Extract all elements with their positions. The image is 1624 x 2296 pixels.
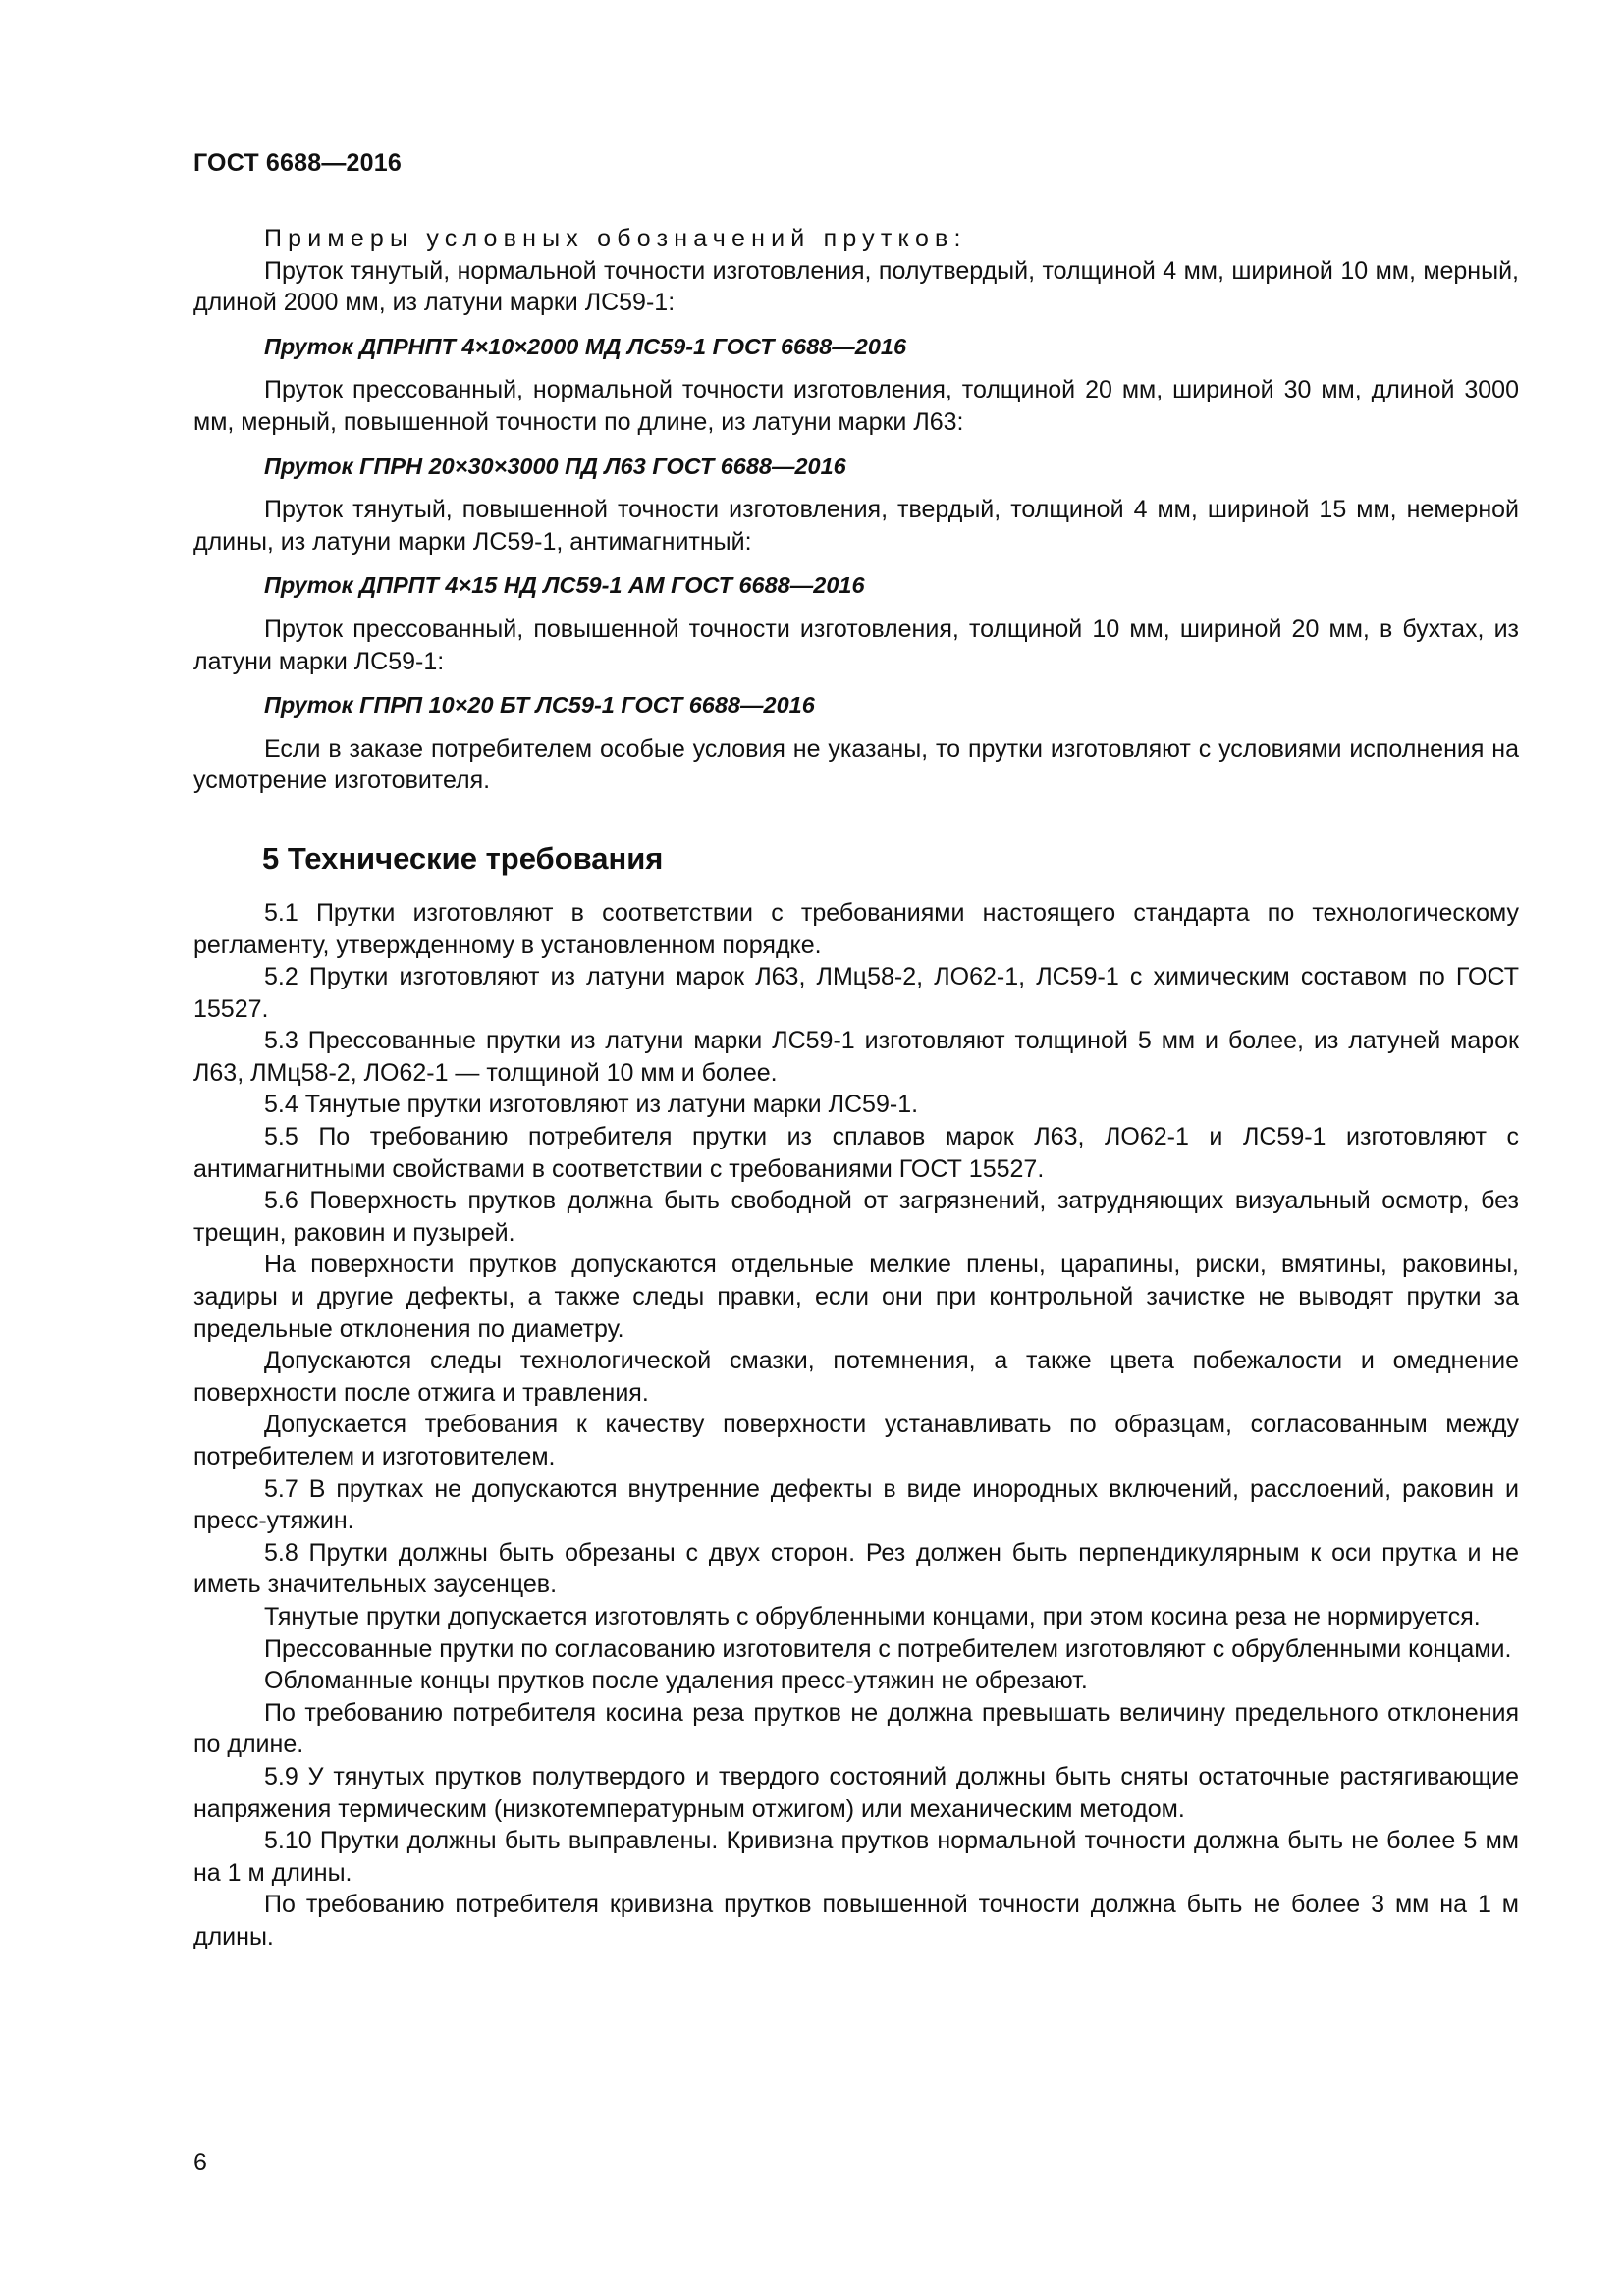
clause-5-5: 5.5 По требованию потребителя прутки из сплавов марок Л63, ЛО62-1 и ЛС59-1 изготовляют с антимагнитными свойствами в соответствии с требованиями ГОСТ 15527. — [193, 1123, 1519, 1183]
clause-5-6: 5.6 Поверхность прутков должна быть свободной от загрязнений, затрудняющих визуальный осмотр, без трещин, раковин и пузырей. — [193, 1187, 1519, 1247]
clause-5-6-paragraph: На поверхности прутков допускаются отдельные мелкие плены, царапины, риски, вмятины, раковины, задиры и другие дефекты, а также следы правки, если они при контрольной зачистке не выводят прутки за предельные отклонения по диаметру. — [193, 1251, 1519, 1343]
examples-title: Примеры условных обозначений прутков: — [264, 225, 967, 252]
clause-5-10: 5.10 Прутки должны быть выправлены. Кривизна прутков нормальной точности должна быть не более 5 мм на 1 м длины. — [193, 1827, 1519, 1887]
page-number: 6 — [193, 2149, 207, 2176]
clause-5-8-paragraph: По требованию потребителя косина реза прутков не должна превышать величину предельного отклонения по длине. — [193, 1698, 1519, 1759]
clause-5-3: 5.3 Прессованные прутки из латуни марки ЛС59-1 изготовляют толщиной 5 мм и более, из латуней марок Л63, ЛМц58-2, ЛО62-1 — толщиной 10 мм и более. — [193, 1027, 1519, 1087]
example-3-description: Пруток тянутый, повышенной точности изготовления, твердый, толщиной 4 мм, шириной 15 мм, немерной длины, из латуни марки ЛС59-1, антимагнитный: — [193, 496, 1519, 556]
clause-5-7: 5.7 В прутках не допускаются внутренние дефекты в виде инородных включений, расслоений, раковин и пресс-утяжин. — [193, 1474, 1519, 1535]
clause-5-10-paragraph: По требованию потребителя кривизна прутков повышенной точности должна быть не более 3 мм на 1 м длины. — [193, 1891, 1519, 1950]
document-header: ГОСТ 6688—2016 — [193, 149, 402, 177]
example-3-designation: Пруток ДПРПТ 4×15 НД ЛС59-1 АМ ГОСТ 6688—2016 — [264, 572, 865, 599]
clause-5-8-paragraph: Обломанные концы прутков после удаления пресс-утяжин не обрезают. — [264, 1667, 1088, 1695]
example-1-designation: Пруток ДПРНПТ 4×10×2000 МД ЛС59-1 ГОСТ 6688—2016 — [264, 333, 907, 359]
example-4-designation: Пруток ГПРП 10×20 БТ ЛС59-1 ГОСТ 6688—2016 — [264, 692, 815, 719]
examples-note: Если в заказе потребителем особые условия не указаны, то прутки изготовляют с условиями исполнения на усмотрение изготовителя. — [193, 734, 1519, 795]
clause-5-8-paragraph: Прессованные прутки по согласованию изготовителя с потребителем изготовляют с обрубленными концами. — [264, 1634, 1512, 1663]
example-1-description: Пруток тянутый, нормальной точности изготовления, полутвердый, толщиной 4 мм, шириной 10 мм, мерный, длиной 2000 мм, из латуни марки ЛС59-1: — [193, 256, 1519, 317]
clause-5-2: 5.2 Прутки изготовляют из латуни марок Л63, ЛМц58-2, ЛО62-1, ЛС59-1 с химическим составом по ГОСТ 15527. — [193, 963, 1519, 1023]
clause-5-1: 5.1 Прутки изготовляют в соответствии с требованиями настоящего стандарта по технологическому регламенту, утвержденному в установленном порядке. — [193, 898, 1519, 959]
clause-5-9: 5.9 У тянутых прутков полутвердого и твердого состояний должны быть сняты остаточные растягивающие напряжения термическим (низкотемпературным отжигом) или механическим методом. — [193, 1762, 1519, 1823]
clause-5-8: 5.8 Прутки должны быть обрезаны с двух сторон. Рез должен быть перпендикулярным к оси прутка и не иметь значительных заусенцев. — [193, 1538, 1519, 1599]
document-body — [193, 223, 1519, 1953]
example-2-description: Пруток прессованный, нормальной точности изготовления, толщиной 20 мм, шириной 30 мм, длиной 3000 мм, мерный, повышенной точности по длине, из латуни марки Л63: — [193, 376, 1519, 436]
example-4-description: Пруток прессованный, повышенной точности изготовления, толщиной 10 мм, шириной 20 мм, в бухтах, из латуни марки ЛС59-1: — [193, 614, 1519, 675]
example-2-designation: Пруток ГПРН 20×30×3000 ПД Л63 ГОСТ 6688—2016 — [264, 453, 846, 479]
clause-5-6-paragraph: Допускаются следы технологической смазки, потемнения, а также цвета побежалости и омеднение поверхности после отжига и травления. — [193, 1347, 1519, 1407]
section-title: 5 Технические требования — [262, 840, 664, 876]
clause-5-6-paragraph: Допускается требования к качеству поверхности устанавливать по образцам, согласованным между потребителем и изготовителем. — [193, 1411, 1519, 1470]
clause-5-4: 5.4 Тянутые прутки изготовляют из латуни марки ЛС59-1. — [264, 1091, 919, 1119]
clause-5-8-paragraph: Тянутые прутки допускается изготовлять с обрубленными концами, при этом косина реза не нормируется. — [264, 1602, 1481, 1630]
